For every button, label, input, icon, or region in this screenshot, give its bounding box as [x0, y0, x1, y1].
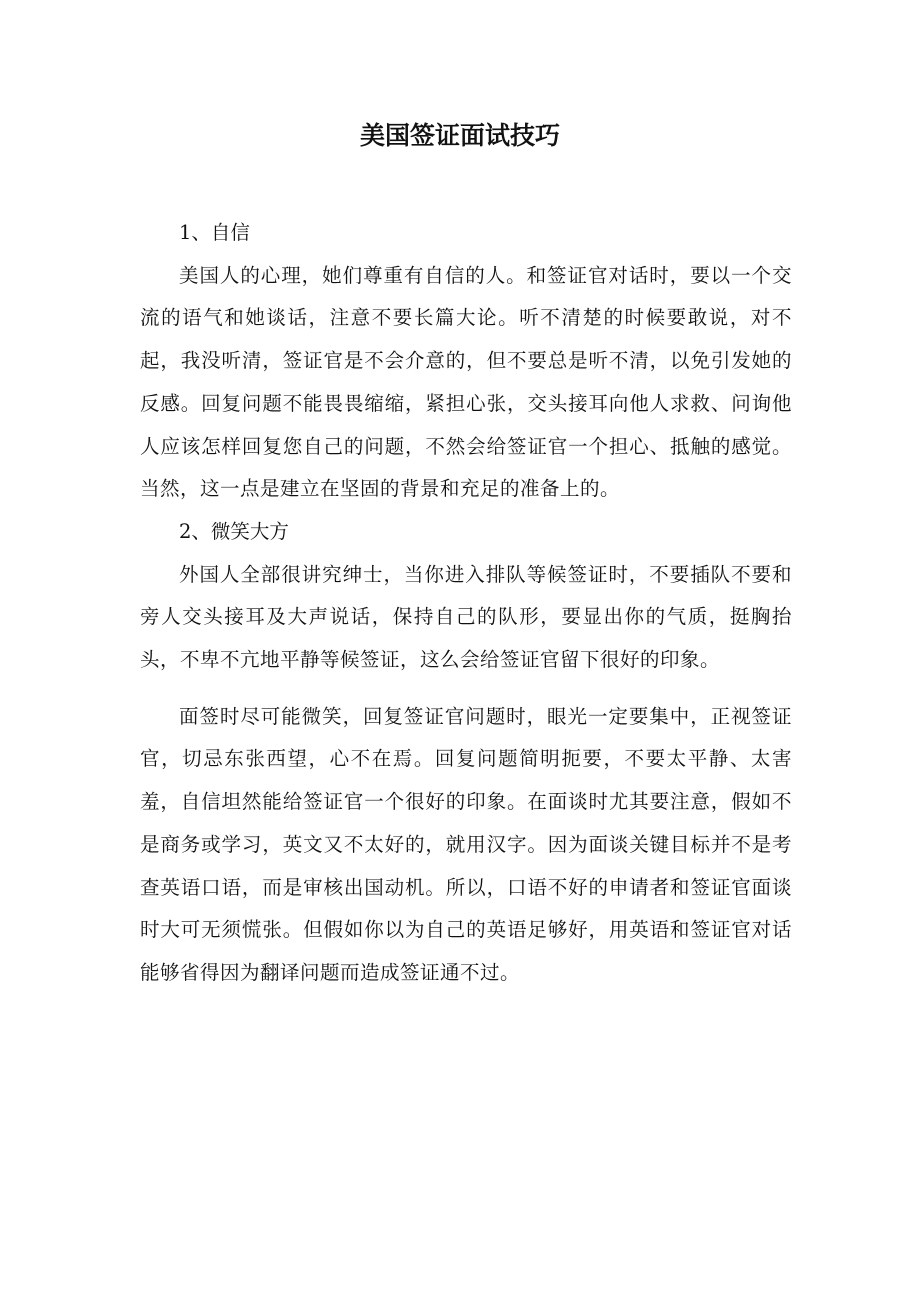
document-title: 美国签证面试技巧 — [359, 121, 560, 150]
paragraph-confidence: 美国人的心理，她们尊重有自信的人。和签证官对话时，要以一个交流的语气和她谈话，注意不要长篇大论。听不清楚的时候要敢说，对不起，我没听清，签证官是不会介意的，但不要总是听不清，以免引发她的反感。回复问题不能畏畏缩缩，紧担心张，交头接耳向他人求救、问询他人应该怎样回复您自己的问题，不然会给签证官一个担心、抵触的感觉。当然，这一点是建立在坚固的背景和充足的准备上的。 — [140, 263, 792, 501]
paragraph-spacer — [140, 682, 792, 696]
section-heading-smile: 2、微笑大方 — [179, 519, 289, 543]
paragraph-smile-interview: 面签时尽可能微笑，回复签证官问题时，眼光一定要集中，正视签证官，切忌东张西望，心不在焉。回复问题简明扼要，不要太平静、太害羞，自信坦然能给签证官一个很好的印象。在面谈时尤其要注意，假如不是商务或学习，英文又不太好的，就用汉字。因为面谈关键目标并不是考查英语口语，而是审核出国动机。所以，口语不好的申请者和签证官面谈时大可无须慌张。但假如你以为自己的英语足够好，用英语和签证官对话能够省得因为翻译问题而造成签证通不过。 — [140, 704, 792, 984]
document-body — [140, 212, 792, 995]
section-heading-confidence: 1、自信 — [179, 221, 250, 244]
paragraph-smile-queue: 外国人全部很讲究绅士，当你进入排队等候签证时，不要插队不要和旁人交头接耳及大声说话，保持自己的队形，要显出你的气质，挺胸抬头，不卑不亢地平静等候签证，这么会给签证官留下很好的印象。 — [140, 562, 792, 672]
